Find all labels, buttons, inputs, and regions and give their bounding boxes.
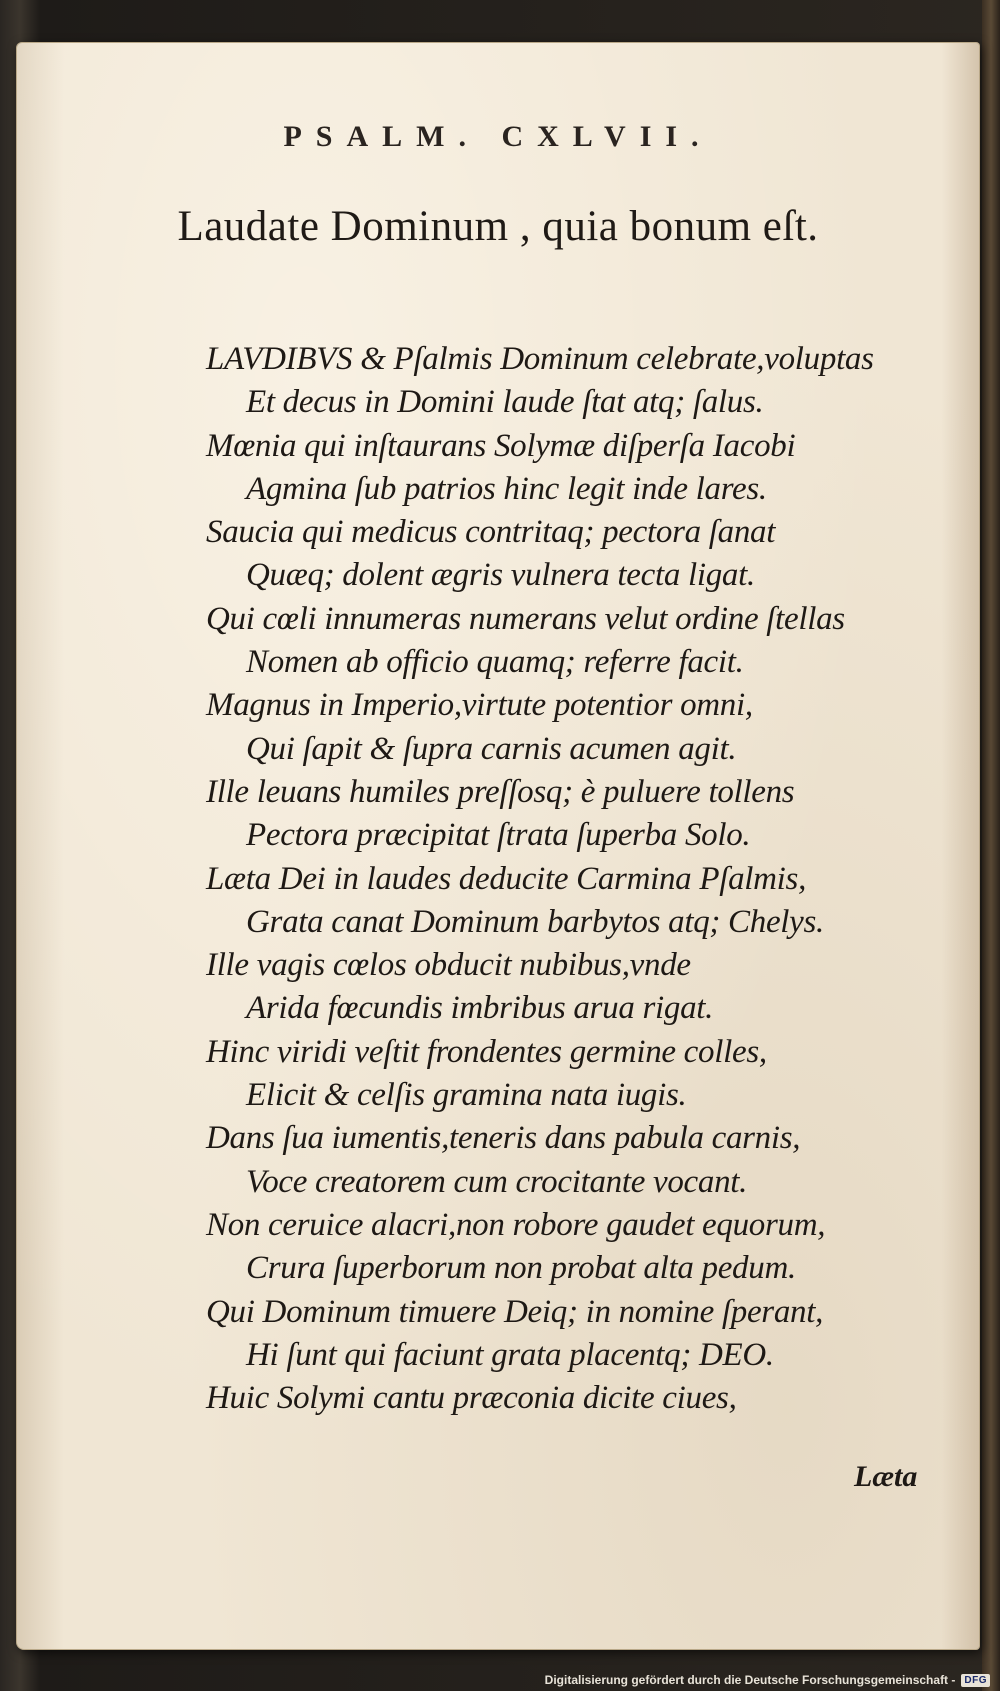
catchword: Læta: [854, 1460, 918, 1493]
credit-text: Digitalisierung gefördert durch die Deutsche Forschungsgemeinschaft -: [544, 1673, 956, 1687]
verse-line: Pectora præcipitat ſtrata ſuperba Solo.: [246, 817, 751, 854]
digitization-credit: [545, 1673, 990, 1687]
verse-line: Huic Solymi cantu præconia dicite ciues,: [206, 1380, 737, 1417]
book-edge: [982, 0, 1000, 1691]
verse-line: LAVDIBVS & Pſalmis Dominum celebrate,voluptas: [206, 341, 874, 377]
verse-line: Crura ſuperborum non probat alta pedum.: [246, 1250, 796, 1287]
verse-list: [206, 338, 966, 1420]
verse-line: Quæq; dolent ægris vulnera tecta ligat.: [246, 557, 755, 594]
book-page: [16, 42, 980, 1650]
verse-line: Hi ſunt qui faciunt grata placentq; DEO.: [246, 1336, 774, 1373]
verse-line: Elicit & celſis gramina nata iugis.: [246, 1077, 687, 1114]
verse-line: Et decus in Domini laude ſtat atq; ſalus.: [246, 384, 764, 421]
verse-line: Læta Dei in laudes deducite Carmina Pſalmis,: [206, 860, 807, 897]
verse-line: Qui ſapit & ſupra carnis acumen agit.: [246, 730, 737, 767]
verse-line: Voce creatorem cum crocitante vocant.: [246, 1163, 748, 1200]
verse-line: Arida fœcundis imbribus arua rigat.: [246, 990, 714, 1027]
verse-line: Ille leuans humiles preſſosq; è puluere tollens: [206, 773, 795, 810]
verse-line: Qui cœli innumeras numerans velut ordine ſtellas: [206, 600, 845, 637]
verse-line: Qui Dominum timuere Deiq; in nomine ſperant,: [206, 1293, 824, 1330]
verse-line: Saucia qui medicus contritaq; pectora ſanat: [206, 514, 776, 551]
verse-line: Mœnia qui inſtaurans Solymæ diſperſa Iacobi: [206, 427, 796, 464]
dfg-logo: DFG: [961, 1674, 990, 1687]
verse-line: Dans ſua iumentis,teneris dans pabula carnis,: [206, 1120, 801, 1157]
verse-line: Magnus in Imperio,virtute potentior omni,: [206, 687, 753, 724]
running-head: PSALM. CXLVII.: [283, 120, 713, 153]
verse-line: Grata canat Dominum barbytos atq; Chelys.: [246, 903, 824, 940]
verse-line: Non ceruice alacri,non robore gaudet equorum,: [206, 1206, 826, 1243]
psalm-title: Laudate Dominum , quia bonum eſt.: [177, 203, 819, 250]
verse-line: Nomen ab officio quamq; referre facit.: [246, 644, 744, 681]
verse-line: Agmina ſub patrios hinc legit inde lares.: [246, 470, 767, 507]
verse-line: Ille vagis cœlos obducit nubibus,vnde: [206, 947, 691, 984]
verse-line: Hinc viridi veſtit frondentes germine colles,: [206, 1033, 767, 1070]
